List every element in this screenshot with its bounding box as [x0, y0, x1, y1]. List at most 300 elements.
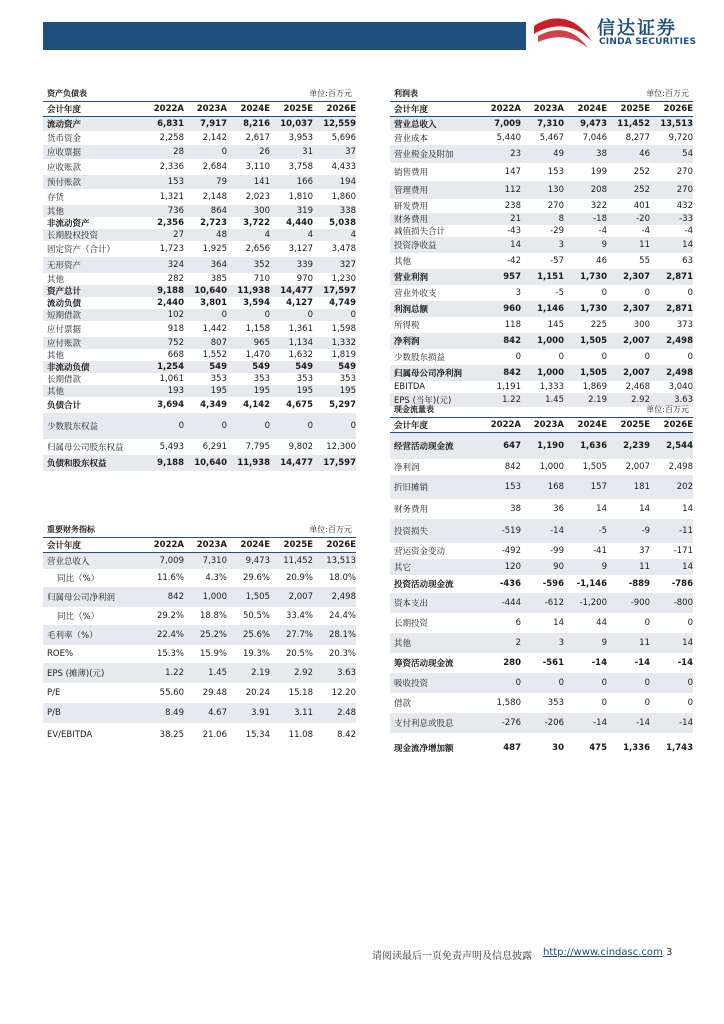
cell-value: 752 [167, 338, 184, 348]
table-row [43, 683, 356, 703]
cell-value: 0 [221, 310, 227, 320]
cell-value: 1,860 [331, 192, 356, 202]
cell-value: 1.45 [545, 395, 564, 405]
cell-value: -889 [628, 579, 650, 589]
cell-value: -596 [542, 579, 564, 589]
table-row [43, 257, 356, 273]
table-header-row [390, 102, 693, 117]
cell-value: 14 [639, 504, 650, 514]
row-label: 归属母公司股东权益 [47, 443, 124, 453]
row-label: 非流动负债 [47, 363, 90, 373]
table-row [390, 713, 693, 733]
row-label: P/E [47, 688, 61, 698]
balance-title-bar [43, 88, 356, 102]
cell-value: 0 [601, 288, 607, 298]
cell-value: 11 [639, 240, 650, 250]
cell-value: 15.3% [156, 649, 184, 659]
cell-value: 48 [216, 230, 227, 240]
cell-value: 3,953 [288, 133, 313, 143]
cell-value: 1,134 [288, 338, 313, 348]
cell-value: 3,722 [243, 218, 270, 228]
cell-value: 549 [295, 362, 313, 372]
cell-value: 385 [210, 274, 227, 284]
cell-value: 0 [221, 421, 227, 431]
cell-value: 2,307 [623, 304, 650, 314]
cell-value: 352 [253, 260, 270, 270]
cell-value: 14 [553, 618, 564, 628]
cell-value: 36 [553, 504, 564, 514]
cell-value: 0 [644, 352, 650, 362]
cell-value: 202 [676, 482, 693, 492]
cell-value: 2.19 [588, 395, 607, 405]
cell-value: -14 [636, 718, 650, 728]
cell-value: 195 [253, 386, 270, 396]
column-header-label: 会计年度 [47, 541, 82, 551]
cell-value: 28 [173, 147, 184, 157]
cell-value: 710 [253, 274, 270, 284]
cell-value: 8 [558, 214, 564, 224]
cell-value: 280 [503, 658, 521, 668]
row-label: 少数股东损益 [394, 353, 446, 363]
row-label: 毛利率（%） [47, 631, 98, 641]
cell-value: 842 [167, 592, 184, 602]
cell-value: 157 [590, 482, 607, 492]
table-unit: 单位:百万元 [309, 525, 352, 534]
cell-value: 10,640 [194, 286, 227, 296]
cell-value: 2,007 [623, 336, 650, 346]
cell-value: 1.22 [502, 395, 521, 405]
column-header-year: 2023A [533, 420, 564, 430]
row-label: 投资净收益 [394, 241, 437, 251]
table-row [43, 607, 356, 625]
cell-value: 1,333 [539, 382, 564, 392]
cell-value: 7,310 [537, 119, 564, 129]
table-row [390, 117, 693, 131]
cell-value: 102 [167, 310, 184, 320]
cell-value: 18.0% [328, 573, 356, 583]
cell-value: 1,632 [288, 350, 313, 360]
cell-value: 141 [253, 177, 270, 187]
cell-value: 0 [558, 678, 564, 688]
cell-value: 353 [547, 698, 564, 708]
cell-value: 208 [590, 185, 607, 195]
cell-value: 364 [210, 260, 227, 270]
table-row [390, 613, 693, 633]
cell-value: 5,297 [329, 400, 356, 410]
cell-value: 0 [515, 352, 521, 362]
cell-value: 0 [264, 421, 270, 431]
cell-value: 0 [307, 421, 313, 431]
table-row [390, 181, 693, 199]
cell-value: 147 [504, 167, 521, 177]
table-row [390, 145, 693, 163]
cell-value: 145 [547, 320, 564, 330]
row-label: 其它 [394, 563, 412, 573]
cell-value: 46 [596, 256, 607, 266]
row-label: 其他 [47, 387, 65, 397]
cell-value: 842 [503, 336, 521, 346]
cell-value: -4 [598, 226, 607, 236]
table-title: 利润表 [394, 89, 418, 98]
cell-value: 0 [264, 310, 270, 320]
cell-value: 270 [676, 167, 693, 177]
cell-value: 5,038 [329, 218, 356, 228]
cell-value: 38 [510, 504, 521, 514]
cell-value: 2,307 [623, 272, 650, 282]
cell-value: 11,938 [237, 458, 270, 468]
cell-value: 9,473 [580, 119, 607, 129]
cell-value: 5,440 [496, 133, 521, 143]
row-label: 借款 [394, 699, 412, 709]
cell-value: 11.6% [156, 573, 184, 583]
cell-value: 1,810 [288, 192, 313, 202]
row-label: 筹资活动现金流 [394, 659, 454, 669]
header-bar [43, 22, 526, 50]
row-label: 折旧摊销 [394, 483, 429, 493]
cell-value: 353 [253, 374, 270, 384]
cell-value: 1,636 [580, 441, 607, 451]
cell-value: 168 [547, 482, 564, 492]
row-label: 资产总计 [47, 287, 82, 297]
cell-value: 11 [639, 638, 650, 648]
cell-value: 2,336 [159, 162, 184, 172]
cell-value: 22.4% [156, 630, 184, 640]
table-row [390, 499, 693, 519]
table-row [43, 385, 356, 397]
cell-value: 38 [596, 149, 607, 159]
cell-value: 18.8% [199, 611, 227, 621]
cell-value: 7,009 [494, 119, 521, 129]
row-label: EV/EBITDA [47, 730, 93, 740]
row-label: 现金流净增加额 [394, 744, 454, 754]
cell-value: 270 [676, 185, 693, 195]
cell-value: 918 [167, 324, 184, 334]
cell-value: 6,291 [202, 442, 227, 452]
cell-value: 11,452 [283, 556, 313, 566]
cell-value: 2,723 [200, 218, 227, 228]
table-row [390, 253, 693, 269]
cashflow-table [390, 404, 693, 763]
cell-value: -11 [679, 526, 693, 536]
cell-value: 0 [515, 678, 521, 688]
cell-value: 30 [552, 743, 564, 753]
cell-value: -14 [634, 658, 650, 668]
cell-value: -14 [593, 718, 607, 728]
cell-value: 300 [253, 206, 270, 216]
cell-value: 79 [216, 177, 227, 187]
cell-value: 130 [547, 185, 564, 195]
cell-value: 1,361 [288, 324, 313, 334]
cell-value: 1,442 [202, 324, 227, 334]
cell-value: 1,723 [159, 244, 184, 254]
cell-value: 338 [339, 206, 356, 216]
row-label: 营业总收入 [394, 120, 437, 130]
table-row [43, 645, 356, 663]
cell-value: 20.9% [285, 573, 313, 583]
cell-value: 282 [167, 274, 184, 284]
table-row [390, 475, 693, 499]
cell-value: 153 [504, 482, 521, 492]
cell-value: -900 [630, 598, 650, 608]
cell-value: 970 [296, 274, 313, 284]
cell-value: -43 [507, 226, 521, 236]
cell-value: 401 [633, 201, 650, 211]
cell-value: 17,597 [323, 286, 356, 296]
cell-value: 2,498 [666, 336, 693, 346]
row-label: 利润总额 [394, 305, 429, 315]
cell-value: 4,142 [243, 400, 270, 410]
cell-value: 193 [167, 386, 184, 396]
cell-value: 6 [515, 618, 521, 628]
cell-value: 668 [167, 350, 184, 360]
cell-value: 549 [338, 362, 356, 372]
column-header-year: 2025E [283, 540, 313, 550]
cell-value: 195 [296, 386, 313, 396]
cell-value: 7,795 [245, 442, 270, 452]
cell-value: 14 [596, 504, 607, 514]
cell-value: 27 [173, 230, 184, 240]
cell-value: 1,158 [245, 324, 270, 334]
cell-value: 3,694 [157, 400, 184, 410]
table-row [390, 653, 693, 673]
cell-value: 3,040 [668, 382, 693, 392]
row-label: 存货 [47, 193, 65, 203]
table-row [43, 349, 356, 361]
cell-value: -57 [550, 256, 564, 266]
cell-value: 21 [510, 214, 521, 224]
cell-value: 4,440 [286, 218, 313, 228]
cell-value: 3.63 [337, 668, 356, 678]
cell-value: 181 [633, 482, 650, 492]
column-header-year: 2022A [490, 104, 521, 114]
cell-value: 2,544 [666, 441, 693, 451]
income-statement-table [390, 88, 693, 407]
cell-value: 49 [553, 149, 564, 159]
row-label: 财务费用 [394, 215, 429, 225]
table-row [43, 663, 356, 683]
cell-value: 2,498 [668, 462, 693, 472]
column-header-year: 2026E [663, 104, 693, 114]
cell-value: 44 [596, 618, 607, 628]
cell-value: 549 [252, 362, 270, 372]
cell-value: 0 [644, 618, 650, 628]
column-header-year: 2022A [153, 540, 184, 550]
cell-value: 20.5% [285, 649, 313, 659]
cell-value: 24.4% [328, 611, 356, 621]
table-row [43, 285, 356, 297]
cell-value: 8,277 [625, 133, 650, 143]
disclaimer-text: 请阅读最后一页免责声明及信息披露 [372, 951, 532, 962]
cell-value: 166 [296, 177, 313, 187]
table-row [43, 553, 356, 569]
cell-value: 1,000 [539, 462, 564, 472]
cell-value: 23 [510, 149, 521, 159]
income-title-bar [390, 88, 693, 102]
table-row [43, 309, 356, 321]
table-row [43, 373, 356, 385]
table-unit: 单位:百万元 [646, 405, 689, 414]
cell-value: 1,743 [666, 743, 693, 753]
website-link[interactable]: http://www.cindasc.com [543, 947, 663, 958]
row-label: 货币资金 [47, 134, 82, 144]
cell-value: -492 [501, 546, 521, 556]
table-row [43, 241, 356, 257]
cell-value: 46 [639, 149, 650, 159]
cell-value: 1,254 [157, 362, 184, 372]
row-label: 归属母公司净利润 [47, 593, 116, 603]
row-label: 其他 [394, 257, 412, 267]
cell-value: 1,470 [245, 350, 270, 360]
cell-value: 2,871 [666, 304, 693, 314]
row-label: 其他 [47, 351, 65, 361]
table-row [43, 723, 356, 747]
column-header-year: 2024E [577, 420, 607, 430]
cell-value: 29.2% [156, 611, 184, 621]
table-row [390, 213, 693, 225]
cell-value: -14 [679, 718, 693, 728]
cell-value: -42 [507, 256, 521, 266]
cell-value: 50.5% [242, 611, 270, 621]
cell-value: -786 [671, 579, 693, 589]
row-label: 减值损失合计 [394, 227, 446, 237]
cell-value: 37 [345, 147, 356, 157]
table-row [43, 397, 356, 413]
cell-value: 3,110 [245, 162, 270, 172]
cell-value: 2.48 [337, 708, 356, 718]
cell-value: 0 [644, 698, 650, 708]
cell-value: 11.08 [288, 730, 313, 740]
cell-value: 3,594 [243, 298, 270, 308]
cell-value: 11,452 [617, 119, 650, 129]
cell-value: 25.6% [242, 630, 270, 640]
row-label: 支付利息或股息 [394, 719, 454, 729]
row-label: 经营活动现金流 [394, 442, 454, 452]
cell-value: 4,433 [331, 162, 356, 172]
column-header-year: 2026E [326, 540, 356, 550]
cell-value: 195 [210, 386, 227, 396]
cell-value: -1,200 [579, 598, 607, 608]
cell-value: 19.3% [242, 649, 270, 659]
cell-value: 2,871 [666, 272, 693, 282]
cell-value: 2,007 [623, 368, 650, 378]
row-label: 短期借款 [47, 311, 82, 321]
cell-value: 1,730 [580, 304, 607, 314]
cell-value: 1,505 [582, 462, 607, 472]
cell-value: 14 [510, 240, 521, 250]
cell-value: 2,356 [157, 218, 184, 228]
cell-value: 2,498 [331, 592, 356, 602]
cell-value: 11 [639, 562, 650, 572]
table-row [43, 205, 356, 217]
cell-value: 3,801 [200, 298, 227, 308]
cell-value: 13,513 [660, 119, 693, 129]
cell-value: 20.24 [245, 688, 270, 698]
row-label: 负债和股东权益 [47, 459, 107, 469]
table-row [43, 159, 356, 175]
cell-value: 1,000 [202, 592, 227, 602]
row-label: 营业利润 [394, 273, 429, 283]
cell-value: 0 [221, 147, 227, 157]
cell-value: 10,640 [194, 458, 227, 468]
cell-value: -20 [636, 214, 650, 224]
table-row [43, 413, 356, 439]
cell-value: 54 [682, 149, 693, 159]
row-label: 固定资产（合计） [47, 245, 116, 255]
table-title: 现金流量表 [394, 405, 434, 414]
row-label: 长期投资 [394, 619, 429, 629]
cell-value: 353 [339, 374, 356, 384]
cell-value: 8,216 [243, 119, 270, 129]
cell-value: 0 [601, 698, 607, 708]
cell-value: 4,749 [329, 298, 356, 308]
column-header-year: 2025E [620, 104, 650, 114]
cell-value: 1,151 [537, 272, 564, 282]
table-row [43, 273, 356, 285]
cell-value: -800 [673, 598, 693, 608]
cell-value: 0 [307, 310, 313, 320]
row-label: 营运资金变动 [394, 547, 446, 557]
cell-value: 0 [644, 288, 650, 298]
row-label: EPS (当年)(元) [394, 396, 452, 406]
cell-value: -561 [542, 658, 564, 668]
cell-value: 2,684 [202, 162, 227, 172]
cell-value: -206 [544, 718, 564, 728]
row-label: 营业外收支 [394, 289, 437, 299]
cell-value: 864 [210, 206, 227, 216]
cell-value: -14 [591, 658, 607, 668]
table-row [43, 297, 356, 309]
row-label: 所得税 [394, 321, 420, 331]
column-header-year: 2026E [326, 104, 356, 114]
table-row [43, 569, 356, 587]
cell-value: 6,831 [157, 119, 184, 129]
cell-value: -9 [641, 526, 650, 536]
cell-value: 432 [676, 201, 693, 211]
cell-value: 12.20 [331, 688, 356, 698]
table-row [390, 433, 693, 459]
cell-value: 4 [264, 230, 270, 240]
cell-value: 1,000 [537, 368, 564, 378]
row-label: 营业总收入 [47, 557, 90, 567]
row-label: 同比（%） [57, 574, 100, 584]
row-label: 流动负债 [47, 299, 82, 309]
row-label: 资本支出 [394, 599, 429, 609]
table-row [390, 575, 693, 593]
cell-value: 487 [503, 743, 521, 753]
column-header-year: 2023A [196, 540, 227, 550]
cell-value: 0 [687, 698, 693, 708]
cell-value: -4 [684, 226, 693, 236]
cell-value: 1,230 [331, 274, 356, 284]
row-label: 其他 [47, 207, 65, 217]
cinda-logo [532, 12, 712, 52]
cell-value: 15.18 [288, 688, 313, 698]
cell-value: 37 [639, 546, 650, 556]
cell-value: 1,580 [496, 698, 521, 708]
cell-value: 9 [601, 240, 607, 250]
cell-value: 9 [601, 638, 607, 648]
cell-value: 9,473 [245, 556, 270, 566]
cell-value: 3,127 [288, 244, 313, 254]
table-header-row [43, 538, 356, 553]
cell-value: 120 [504, 562, 521, 572]
table-row [390, 225, 693, 237]
table-row [390, 673, 693, 693]
table-row [43, 145, 356, 159]
cell-value: 319 [296, 206, 313, 216]
cell-value: 14,477 [280, 286, 313, 296]
cell-value: 29.48 [202, 688, 227, 698]
